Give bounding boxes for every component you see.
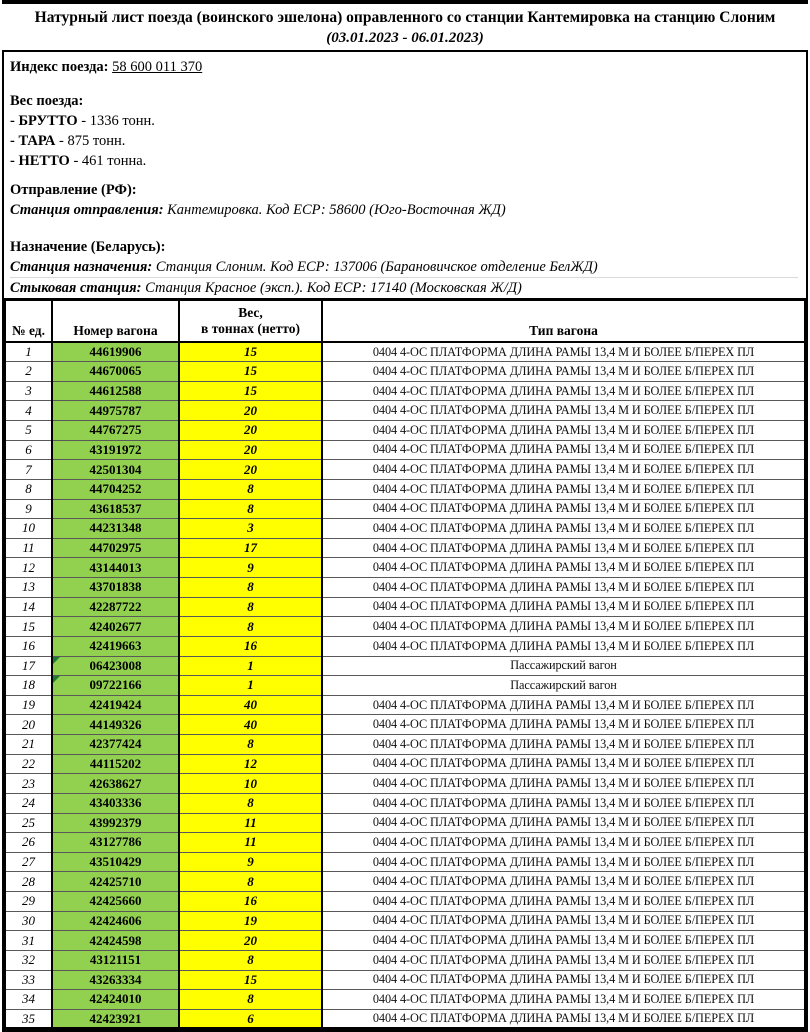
destination-station-row xyxy=(10,257,798,278)
cell-wagon-type: 0404 4-ОС ПЛАТФОРМА ДЛИНА РАМЫ 13,4 М И БОЛЕЕ Б/ПЕРЕХ ПЛ xyxy=(322,636,805,656)
cell-wagon-type: 0404 4-ОС ПЛАТФОРМА ДЛИНА РАМЫ 13,4 М И БОЛЕЕ Б/ПЕРЕХ ПЛ xyxy=(322,401,805,421)
cell-weight-netto: 20 xyxy=(179,931,322,951)
cell-wagon-number: 44115202 xyxy=(52,754,179,774)
cell-weight-netto: 19 xyxy=(179,911,322,931)
cell-unit-number: 6 xyxy=(5,440,52,460)
table-row xyxy=(5,852,805,872)
cell-unit-number: 7 xyxy=(5,460,52,480)
cell-weight-netto: 8 xyxy=(179,597,322,617)
departure-station-row xyxy=(10,200,798,220)
cell-wagon-type: 0404 4-ОС ПЛАТФОРМА ДЛИНА РАМЫ 13,4 М И БОЛЕЕ Б/ПЕРЕХ ПЛ xyxy=(322,421,805,441)
table-row xyxy=(5,950,805,970)
cell-wagon-number: 43510429 xyxy=(52,852,179,872)
cell-weight-netto: 17 xyxy=(179,538,322,558)
table-row xyxy=(5,911,805,931)
cell-wagon-type: 0404 4-ОС ПЛАТФОРМА ДЛИНА РАМЫ 13,4 М И БОЛЕЕ Б/ПЕРЕХ ПЛ xyxy=(322,911,805,931)
table-row xyxy=(5,401,805,421)
wagon-table-body xyxy=(5,342,805,1029)
cell-wagon-number: 42424598 xyxy=(52,931,179,951)
table-row xyxy=(5,931,805,951)
cell-unit-number: 18 xyxy=(5,676,52,696)
table-row xyxy=(5,774,805,794)
table-row xyxy=(5,597,805,617)
header-weight xyxy=(179,300,322,343)
cell-weight-netto: 8 xyxy=(179,735,322,755)
weight-tara-row xyxy=(10,131,798,151)
cell-wagon-type: 0404 4-ОС ПЛАТФОРМА ДЛИНА РАМЫ 13,4 М И БОЛЕЕ Б/ПЕРЕХ ПЛ xyxy=(322,519,805,539)
cell-wagon-type: 0404 4-ОС ПЛАТФОРМА ДЛИНА РАМЫ 13,4 М И БОЛЕЕ Б/ПЕРЕХ ПЛ xyxy=(322,617,805,637)
cell-wagon-type: 0404 4-ОС ПЛАТФОРМА ДЛИНА РАМЫ 13,4 М И БОЛЕЕ Б/ПЕРЕХ ПЛ xyxy=(322,578,805,598)
cell-wagon-type: 0404 4-ОС ПЛАТФОРМА ДЛИНА РАМЫ 13,4 М И БОЛЕЕ Б/ПЕРЕХ ПЛ xyxy=(322,715,805,735)
table-row xyxy=(5,440,805,460)
weight-brutto-label: - БРУТТО xyxy=(10,113,78,129)
cell-wagon-number: 44149326 xyxy=(52,715,179,735)
cell-wagon-type: 0404 4-ОС ПЛАТФОРМА ДЛИНА РАМЫ 13,4 М И БОЛЕЕ Б/ПЕРЕХ ПЛ xyxy=(322,872,805,892)
cell-weight-netto: 8 xyxy=(179,990,322,1010)
cell-wagon-type: 0404 4-ОС ПЛАТФОРМА ДЛИНА РАМЫ 13,4 М И БОЛЕЕ Б/ПЕРЕХ ПЛ xyxy=(322,754,805,774)
weight-netto-label: - НЕТТО xyxy=(10,153,70,169)
cell-wagon-type: 0404 4-ОС ПЛАТФОРМА ДЛИНА РАМЫ 13,4 М И БОЛЕЕ Б/ПЕРЕХ ПЛ xyxy=(322,440,805,460)
cell-weight-netto: 15 xyxy=(179,342,322,362)
junction-station-value: Станция Красное (эксп.). Код ЕСР: 17140 (Московская Ж/Д) xyxy=(141,280,522,296)
table-row xyxy=(5,833,805,853)
header-unit-number: № ед. xyxy=(5,300,52,343)
table-row xyxy=(5,381,805,401)
cell-wagon-number: 43144013 xyxy=(52,558,179,578)
cell-wagon-number: 42424010 xyxy=(52,990,179,1010)
cell-wagon-type: 0404 4-ОС ПЛАТФОРМА ДЛИНА РАМЫ 13,4 М И БОЛЕЕ Б/ПЕРЕХ ПЛ xyxy=(322,950,805,970)
cell-unit-number: 33 xyxy=(5,970,52,990)
weight-netto-value: - 461 тонна. xyxy=(69,153,147,169)
cell-unit-number: 12 xyxy=(5,558,52,578)
table-row xyxy=(5,558,805,578)
cell-unit-number: 2 xyxy=(5,362,52,382)
table-row xyxy=(5,519,805,539)
table-row xyxy=(5,460,805,480)
cell-wagon-number: 43992379 xyxy=(52,813,179,833)
cell-unit-number: 15 xyxy=(5,617,52,637)
cell-weight-netto: 8 xyxy=(179,578,322,598)
table-row xyxy=(5,695,805,715)
cell-weight-netto: 1 xyxy=(179,676,322,696)
table-row xyxy=(5,990,805,1010)
cell-unit-number: 22 xyxy=(5,754,52,774)
cell-unit-number: 11 xyxy=(5,538,52,558)
cell-wagon-number: 42419424 xyxy=(52,695,179,715)
cell-unit-number: 30 xyxy=(5,911,52,931)
cell-wagon-number: 42402677 xyxy=(52,617,179,637)
cell-weight-netto: 16 xyxy=(179,892,322,912)
cell-weight-netto: 1 xyxy=(179,656,322,676)
cell-weight-netto: 40 xyxy=(179,715,322,735)
cell-unit-number: 31 xyxy=(5,931,52,951)
destination-heading: Назначение (Беларусь): xyxy=(10,239,166,255)
departure-station-value: Кантемировка. Код ЕСР: 58600 (Юго-Восточная ЖД) xyxy=(163,202,506,218)
cell-wagon-type: 0404 4-ОС ПЛАТФОРМА ДЛИНА РАМЫ 13,4 М И БОЛЕЕ Б/ПЕРЕХ ПЛ xyxy=(322,342,805,362)
header-weight-line1: Вес, xyxy=(238,304,263,320)
table-row xyxy=(5,656,805,676)
header-wagon-type: Тип вагона xyxy=(322,300,805,343)
cell-wagon-type: 0404 4-ОС ПЛАТФОРМА ДЛИНА РАМЫ 13,4 М И БОЛЕЕ Б/ПЕРЕХ ПЛ xyxy=(322,931,805,951)
cell-wagon-type: 0404 4-ОС ПЛАТФОРМА ДЛИНА РАМЫ 13,4 М И БОЛЕЕ Б/ПЕРЕХ ПЛ xyxy=(322,499,805,519)
destination-station-value: Станция Слоним. Код ЕСР: 137006 (Барановичское отделение БелЖД) xyxy=(152,259,598,275)
cell-wagon-type: Пассажирский вагон xyxy=(322,676,805,696)
weight-brutto-row xyxy=(10,111,798,131)
cell-wagon-number: 42424606 xyxy=(52,911,179,931)
cell-wagon-number: 44612588 xyxy=(52,381,179,401)
cell-wagon-number: 43701838 xyxy=(52,578,179,598)
cell-wagon-number: 43127786 xyxy=(52,833,179,853)
train-index-label: Индекс поезда: xyxy=(10,59,109,75)
cell-weight-netto: 15 xyxy=(179,381,322,401)
cell-weight-netto: 10 xyxy=(179,774,322,794)
page-title: Натурный лист поезда (воинского эшелона) оправленного со станции Кантемировка на станцию Слоним xyxy=(34,9,776,26)
junction-station-label: Стыковая станция: xyxy=(10,280,142,296)
table-row xyxy=(5,479,805,499)
cell-weight-netto: 8 xyxy=(179,793,322,813)
cell-wagon-number: 44670065 xyxy=(52,362,179,382)
train-index-value: 58 600 011 370 xyxy=(112,59,203,75)
header-wagon-number: Номер вагона xyxy=(52,300,179,343)
cell-corner-flag-icon xyxy=(53,676,60,683)
cell-weight-netto: 16 xyxy=(179,636,322,656)
cell-wagon-number: 44704252 xyxy=(52,479,179,499)
cell-weight-netto: 20 xyxy=(179,401,322,421)
cell-weight-netto: 11 xyxy=(179,813,322,833)
cell-unit-number: 34 xyxy=(5,990,52,1010)
cell-wagon-number: 43618537 xyxy=(52,499,179,519)
cell-wagon-type: 0404 4-ОС ПЛАТФОРМА ДЛИНА РАМЫ 13,4 М И БОЛЕЕ Б/ПЕРЕХ ПЛ xyxy=(322,558,805,578)
table-row xyxy=(5,872,805,892)
cell-weight-netto: 15 xyxy=(179,970,322,990)
cell-wagon-number: 44767275 xyxy=(52,421,179,441)
train-index-row xyxy=(10,57,798,77)
cell-unit-number: 21 xyxy=(5,735,52,755)
cell-wagon-number: 43403336 xyxy=(52,793,179,813)
junction-station-row xyxy=(10,278,798,298)
cell-wagon-type: 0404 4-ОС ПЛАТФОРМА ДЛИНА РАМЫ 13,4 М И БОЛЕЕ Б/ПЕРЕХ ПЛ xyxy=(322,479,805,499)
table-row xyxy=(5,421,805,441)
cell-unit-number: 16 xyxy=(5,636,52,656)
cell-unit-number: 32 xyxy=(5,950,52,970)
cell-weight-netto: 8 xyxy=(179,617,322,637)
cell-weight-netto: 20 xyxy=(179,460,322,480)
cell-weight-netto: 8 xyxy=(179,950,322,970)
cell-weight-netto: 20 xyxy=(179,421,322,441)
wagon-table-header-row xyxy=(5,300,805,343)
cell-wagon-number: 44619906 xyxy=(52,342,179,362)
table-row xyxy=(5,617,805,637)
cell-wagon-type: 0404 4-ОС ПЛАТФОРМА ДЛИНА РАМЫ 13,4 М И БОЛЕЕ Б/ПЕРЕХ ПЛ xyxy=(322,735,805,755)
header-weight-line2: в тоннах (нетто) xyxy=(201,320,300,336)
cell-wagon-number: 44231348 xyxy=(52,519,179,539)
cell-wagon-number: 42501304 xyxy=(52,460,179,480)
cell-wagon-type: 0404 4-ОС ПЛАТФОРМА ДЛИНА РАМЫ 13,4 М И БОЛЕЕ Б/ПЕРЕХ ПЛ xyxy=(322,538,805,558)
destination-station-label: Станция назначения: xyxy=(10,259,153,275)
cell-wagon-type: 0404 4-ОС ПЛАТФОРМА ДЛИНА РАМЫ 13,4 М И БОЛЕЕ Б/ПЕРЕХ ПЛ xyxy=(322,774,805,794)
cell-weight-netto: 12 xyxy=(179,754,322,774)
cell-weight-netto: 6 xyxy=(179,1009,322,1029)
cell-weight-netto: 8 xyxy=(179,479,322,499)
departure-heading: Отправление (РФ): xyxy=(10,182,137,198)
cell-wagon-type: 0404 4-ОС ПЛАТФОРМА ДЛИНА РАМЫ 13,4 М И БОЛЕЕ Б/ПЕРЕХ ПЛ xyxy=(322,852,805,872)
cell-wagon-number: 42425710 xyxy=(52,872,179,892)
cell-wagon-type: Пассажирский вагон xyxy=(322,656,805,676)
cell-weight-netto: 40 xyxy=(179,695,322,715)
cell-weight-netto: 9 xyxy=(179,852,322,872)
departure-station-label: Станция отправления: xyxy=(10,202,164,218)
content-frame xyxy=(2,50,808,1032)
cell-wagon-number: 42425660 xyxy=(52,892,179,912)
cell-unit-number: 27 xyxy=(5,852,52,872)
train-info-section xyxy=(4,52,806,298)
cell-unit-number: 19 xyxy=(5,695,52,715)
cell-wagon-number: 42423921 xyxy=(52,1009,179,1029)
cell-weight-netto: 8 xyxy=(179,872,322,892)
cell-unit-number: 14 xyxy=(5,597,52,617)
cell-wagon-number: 43263334 xyxy=(52,970,179,990)
table-row xyxy=(5,754,805,774)
cell-weight-netto: 3 xyxy=(179,519,322,539)
table-row xyxy=(5,892,805,912)
table-row xyxy=(5,735,805,755)
cell-wagon-number: 42638627 xyxy=(52,774,179,794)
document-header xyxy=(2,0,808,50)
cell-unit-number: 23 xyxy=(5,774,52,794)
cell-unit-number: 28 xyxy=(5,872,52,892)
table-row xyxy=(5,970,805,990)
title-date-range: (03.01.2023 - 06.01.2023) xyxy=(326,30,484,46)
weight-netto-row xyxy=(10,151,798,171)
cell-wagon-number: 09722166 xyxy=(52,676,179,696)
table-row xyxy=(5,813,805,833)
cell-wagon-type: 0404 4-ОС ПЛАТФОРМА ДЛИНА РАМЫ 13,4 М И БОЛЕЕ Б/ПЕРЕХ ПЛ xyxy=(322,970,805,990)
cell-wagon-type: 0404 4-ОС ПЛАТФОРМА ДЛИНА РАМЫ 13,4 М И БОЛЕЕ Б/ПЕРЕХ ПЛ xyxy=(322,793,805,813)
table-row xyxy=(5,342,805,362)
cell-wagon-type: 0404 4-ОС ПЛАТФОРМА ДЛИНА РАМЫ 13,4 М И БОЛЕЕ Б/ПЕРЕХ ПЛ xyxy=(322,460,805,480)
cell-wagon-type: 0404 4-ОС ПЛАТФОРМА ДЛИНА РАМЫ 13,4 М И БОЛЕЕ Б/ПЕРЕХ ПЛ xyxy=(322,1009,805,1029)
cell-unit-number: 10 xyxy=(5,519,52,539)
cell-unit-number: 3 xyxy=(5,381,52,401)
cell-unit-number: 5 xyxy=(5,421,52,441)
cell-wagon-number: 42287722 xyxy=(52,597,179,617)
cell-wagon-type: 0404 4-ОС ПЛАТФОРМА ДЛИНА РАМЫ 13,4 М И БОЛЕЕ Б/ПЕРЕХ ПЛ xyxy=(322,381,805,401)
cell-unit-number: 17 xyxy=(5,656,52,676)
cell-wagon-type: 0404 4-ОС ПЛАТФОРМА ДЛИНА РАМЫ 13,4 М И БОЛЕЕ Б/ПЕРЕХ ПЛ xyxy=(322,597,805,617)
table-row xyxy=(5,1009,805,1029)
weight-tara-value: - 875 тонн. xyxy=(55,133,126,149)
cell-wagon-type: 0404 4-ОС ПЛАТФОРМА ДЛИНА РАМЫ 13,4 М И БОЛЕЕ Б/ПЕРЕХ ПЛ xyxy=(322,892,805,912)
cell-unit-number: 25 xyxy=(5,813,52,833)
cell-unit-number: 26 xyxy=(5,833,52,853)
cell-unit-number: 29 xyxy=(5,892,52,912)
table-row xyxy=(5,715,805,735)
table-row xyxy=(5,578,805,598)
cell-wagon-number: 06423008 xyxy=(52,656,179,676)
cell-wagon-number: 44702975 xyxy=(52,538,179,558)
table-row xyxy=(5,793,805,813)
table-row xyxy=(5,362,805,382)
cell-unit-number: 4 xyxy=(5,401,52,421)
cell-wagon-type: 0404 4-ОС ПЛАТФОРМА ДЛИНА РАМЫ 13,4 М И БОЛЕЕ Б/ПЕРЕХ ПЛ xyxy=(322,362,805,382)
cell-weight-netto: 11 xyxy=(179,833,322,853)
table-row xyxy=(5,538,805,558)
cell-wagon-number: 43121151 xyxy=(52,950,179,970)
cell-wagon-number: 44975787 xyxy=(52,401,179,421)
cell-unit-number: 9 xyxy=(5,499,52,519)
cell-unit-number: 8 xyxy=(5,479,52,499)
cell-wagon-type: 0404 4-ОС ПЛАТФОРМА ДЛИНА РАМЫ 13,4 М И БОЛЕЕ Б/ПЕРЕХ ПЛ xyxy=(322,990,805,1010)
cell-wagon-number: 43191972 xyxy=(52,440,179,460)
cell-weight-netto: 20 xyxy=(179,440,322,460)
cell-unit-number: 13 xyxy=(5,578,52,598)
cell-wagon-number: 42377424 xyxy=(52,735,179,755)
cell-unit-number: 20 xyxy=(5,715,52,735)
weight-brutto-value: - 1336 тонн. xyxy=(77,113,155,129)
cell-wagon-type: 0404 4-ОС ПЛАТФОРМА ДЛИНА РАМЫ 13,4 М И БОЛЕЕ Б/ПЕРЕХ ПЛ xyxy=(322,695,805,715)
cell-weight-netto: 15 xyxy=(179,362,322,382)
cell-unit-number: 35 xyxy=(5,1009,52,1029)
table-row xyxy=(5,499,805,519)
cell-weight-netto: 9 xyxy=(179,558,322,578)
train-weight-heading: Вес поезда: xyxy=(10,93,84,109)
cell-unit-number: 24 xyxy=(5,793,52,813)
table-row xyxy=(5,636,805,656)
cell-unit-number: 1 xyxy=(5,342,52,362)
cell-weight-netto: 8 xyxy=(179,499,322,519)
natural-sheet-document xyxy=(2,0,808,1024)
cell-corner-flag-icon xyxy=(53,657,60,664)
wagon-table xyxy=(4,298,806,1030)
cell-wagon-type: 0404 4-ОС ПЛАТФОРМА ДЛИНА РАМЫ 13,4 М И БОЛЕЕ Б/ПЕРЕХ ПЛ xyxy=(322,833,805,853)
weight-tara-label: - ТАРА xyxy=(10,133,56,149)
cell-wagon-type: 0404 4-ОС ПЛАТФОРМА ДЛИНА РАМЫ 13,4 М И БОЛЕЕ Б/ПЕРЕХ ПЛ xyxy=(322,813,805,833)
cell-wagon-number: 42419663 xyxy=(52,636,179,656)
table-row xyxy=(5,676,805,696)
